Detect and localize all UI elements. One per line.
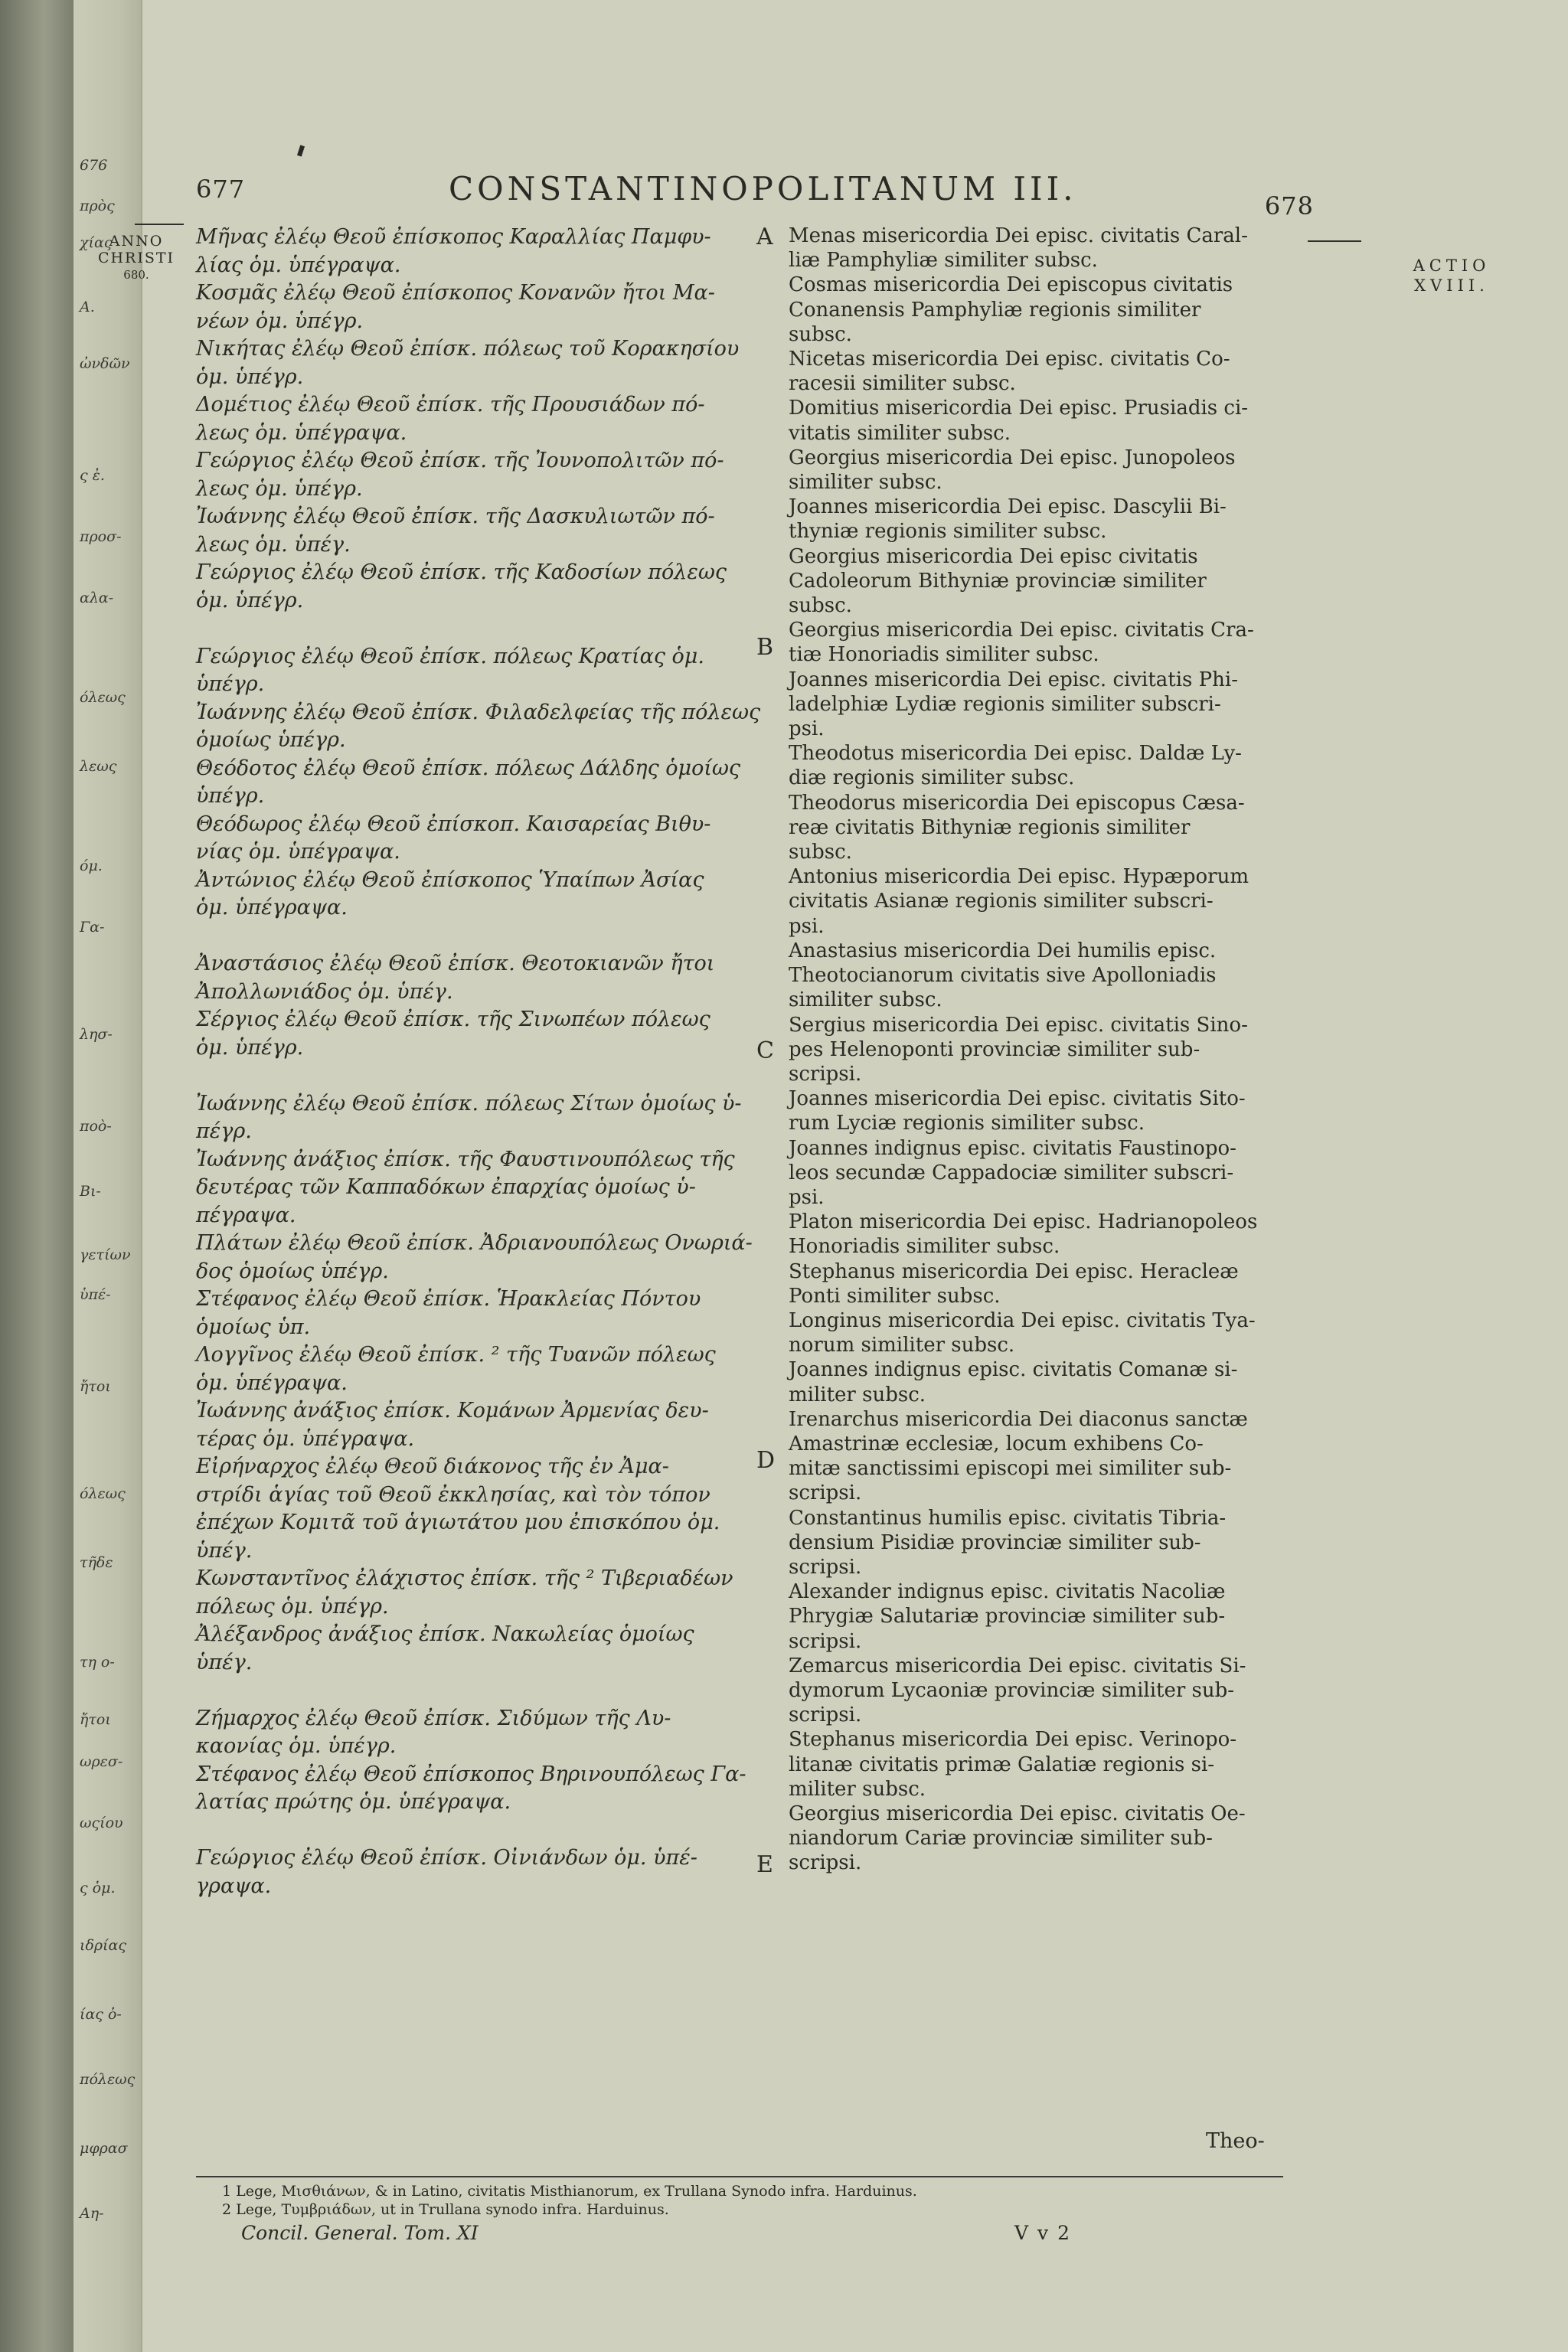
facing-page-fragment: προσ- <box>80 528 122 545</box>
latin-subscription: Joannes indignus episc. civitatis Comanæ si- militer subsc. <box>789 1358 1238 1406</box>
section-letter-b: B <box>756 634 774 661</box>
latin-subscription: Georgius misericordia Dei episc. civitatis Oe- niandorum Cariæ provinciæ similiter sub- scripsi. <box>789 1802 1246 1875</box>
footnotes <box>222 2182 1217 2219</box>
facing-page-edge <box>74 0 142 2352</box>
facing-page-fragment: τη ο- <box>80 1654 115 1671</box>
facing-page-fragment: ς ὁμ. <box>80 1880 116 1896</box>
facing-page-fragment: πόλεως <box>80 2071 136 2088</box>
bottom-line <box>241 2222 1160 2244</box>
margin-rule-left <box>135 224 184 225</box>
volume-label: Concil. General. Tom. XI <box>241 2222 479 2244</box>
anno-label: ANNO <box>109 233 164 250</box>
latin-subscription: Antonius misericordia Dei episc. Hypæporum civitatis Asianæ regionis similiter subscri- psi. <box>789 865 1250 938</box>
greek-subscription: Γεώργιος ἐλέῳ Θεοῦ ἐπίσκ. τῆς Ἰουνοπολιτῶν πό- λεως ὁμ. ὑπέγρ. <box>196 449 724 501</box>
actio-label: ACTIO <box>1413 256 1491 275</box>
greek-subscription: Ἰωάννης ἐλέῳ Θεοῦ ἐπίσκ. Φιλαδελφείας τῆς πόλεως ὁμοίως ὑπέγρ. <box>196 700 761 752</box>
facing-page-fragment: ιδρίας <box>80 1937 126 1954</box>
latin-subscription: Menas misericordia Dei episc. civitatis Caral- liæ Pamphyliæ similiter subsc. <box>789 224 1248 273</box>
facing-page-fragment: λησ- <box>80 1026 113 1043</box>
footnote-rule <box>196 2176 1283 2177</box>
page-title: CONSTANTINOPOLITANUM III. <box>449 170 1077 207</box>
greek-subscription: Κωνσταντῖνος ἐλάχιστος ἐπίσκ. τῆς ² Τιβεριαδέων πόλεως ὁμ. ὑπέγρ. <box>196 1566 733 1619</box>
facing-page-fragment: χίας <box>80 234 113 251</box>
section-letter-a: A <box>756 224 773 250</box>
greek-subscription: Κοσμᾶς ἐλέῳ Θεοῦ ἐπίσκοπος Κονανῶν ἤτοι Μα- νέων ὁμ. ὑπέγρ. <box>196 281 715 333</box>
latin-subscription: Georgius misericordia Dei episc civitatis Cadoleorum Bithyniæ provinciæ similiter subsc. <box>789 544 1207 618</box>
latin-column <box>789 224 1302 1876</box>
page-number-left: 677 <box>196 175 246 204</box>
facing-page-fragment: όμ. <box>80 858 103 874</box>
latin-subscription: Sergius misericordia Dei episc. civitatis Sino- pes Helenoponti provinciæ similiter sub- scripsi. <box>789 1013 1248 1086</box>
latin-subscription: Anastasius misericordia Dei humilis episc. Theotocianorum civitatis sive Apolloniadis similiter subsc. <box>789 939 1217 1012</box>
greek-subscription: Δομέτιος ἐλέῳ Θεοῦ ἐπίσκ. τῆς Προυσιάδων πό- λεως ὁμ. ὑπέγραψα. <box>196 393 705 445</box>
section-letter-d: D <box>756 1447 776 1474</box>
christi-label: CHRISTI <box>97 250 175 266</box>
facing-page-fragment: ἤτοι <box>80 1711 111 1728</box>
facing-page-fragment: μφρασ <box>80 2140 128 2157</box>
actio-marginal-note <box>1398 256 1505 296</box>
facing-page-fragment: λεως <box>80 758 117 775</box>
latin-subscription: Theodorus misericordia Dei episcopus Cæsa- reæ civitatis Bithyniæ regionis similiter subsc. <box>789 791 1245 864</box>
latin-subscription: Nicetas misericordia Dei episc. civitatis Co- racesii similiter subsc. <box>789 348 1230 396</box>
facing-page-fragment: ς ἐ. <box>80 467 105 484</box>
greek-subscription: Ἀλέξανδρος ἀνάξιος ἐπίσκ. Νακωλείας ὁμοίως ὑπέγ. <box>196 1622 694 1674</box>
margin-rule-right <box>1308 240 1361 242</box>
facing-page-fragment: Βι- <box>80 1183 101 1200</box>
greek-subscription: Γεώργιος ἐλέῳ Θεοῦ ἐπίσκ. τῆς Καδοσίων πόλεως ὁμ. ὑπέγρ. <box>196 560 727 612</box>
greek-subscription: Γεώργιος ἐλέῳ Θεοῦ ἐπίσκ. πόλεως Κρατίας ὁμ. ὑπέγρ. <box>196 644 704 696</box>
page-number-right: 678 <box>1264 191 1314 220</box>
facing-page-fragment: ωςίου <box>80 1815 123 1831</box>
latin-subscription: Stephanus misericordia Dei episc. Verinopo- litanæ civitatis primæ Galatiæ regionis si- militer subsc. <box>789 1728 1237 1801</box>
greek-subscription: Σέργιος ἐλέῳ Θεοῦ ἐπίσκ. τῆς Σινωπέων πόλεως ὁμ. ὑπέγρ. <box>196 1008 710 1060</box>
year-label: 680. <box>123 268 149 282</box>
section-letter-c: C <box>756 1037 774 1064</box>
greek-subscription: Ἰωάννης ἀνάξιος ἐπίσκ. τῆς Φαυστινουπόλεως τῆς δευτέρας τῶν Καππαδόκων ἐπαρχίας ὁμοίως ὑ- πέγραψα. <box>196 1147 735 1227</box>
greek-subscription: Θεόδωρος ἐλέῳ Θεοῦ ἐπίσκοπ. Καισαρείας Βιθυ- νίας ὁμ. ὑπέγραψα. <box>196 812 711 864</box>
latin-subscription: Joannes misericordia Dei episc. civitatis Sito- rum Lyciæ regionis similiter subsc. <box>789 1087 1246 1135</box>
latin-subscription: Theodotus misericordia Dei episc. Daldæ Ly- diæ regionis similiter subsc. <box>789 742 1242 790</box>
facing-page-fragment: γετίων <box>80 1246 131 1263</box>
catchword: Theo- <box>1206 2129 1265 2153</box>
facing-page-fragment: ὠνδῶν <box>80 355 130 372</box>
latin-subscription: Georgius misericordia Dei episc. Junopoleos similiter subsc. <box>789 446 1236 495</box>
latin-subscription: Domitius misericordia Dei episc. Prusiadis ci- vitatis similiter subsc. <box>789 397 1249 445</box>
facing-page-fragment: όλεως <box>80 689 126 706</box>
greek-subscription: Ζήμαρχος ἐλέῳ Θεοῦ ἐπίσκ. Σιδύμων τῆς Λυ- καονίας ὁμ. ὑπέγρ. <box>196 1706 671 1758</box>
latin-subscription: Stephanus misericordia Dei episc. Heracleæ Ponti similiter subsc. <box>789 1259 1239 1308</box>
running-head <box>196 170 1314 220</box>
latin-subscription: Platon misericordia Dei episc. Hadrianopoleos Honoriadis similiter subsc. <box>789 1210 1258 1259</box>
facing-page-fragment: A. <box>80 299 95 315</box>
footnote: 2 Lege, Τυμβριάδων, ut in Trullana synodo infra. Harduinus. <box>222 2201 669 2218</box>
facing-page-fragment: ὑπέ- <box>80 1286 111 1303</box>
facing-page-fragment: Αη- <box>80 2205 104 2222</box>
greek-subscription: Ἰωάννης ἐλέῳ Θεοῦ ἐπίσκ. τῆς Δασκυλιωτῶν πό- λεως ὁμ. ὑπέγ. <box>196 505 715 557</box>
greek-subscription: Ἀντώνιος ἐλέῳ Θεοῦ ἐπίσκοπος Ὑπαίπων Ἀσίας ὁμ. ὑπέγραψα. <box>196 867 704 920</box>
latin-subscription: Cosmas misericordia Dei episcopus civitatis Conanensis Pamphyliæ regionis similiter subsc. <box>789 273 1233 346</box>
latin-subscription: Constantinus humilis episc. civitatis Tibria- densium Pisidiæ provinciæ similiter sub- scripsi. <box>789 1506 1227 1579</box>
latin-subscription: Longinus misericordia Dei episc. civitatis Tya- norum similiter subsc. <box>789 1308 1256 1357</box>
footnote: 1 Lege, Μισθιάνων, & in Latino, civitatis Misthianorum, ex Trullana Synodo infra. Harduinus. <box>222 2183 917 2200</box>
greek-subscription: Νικήτας ἐλέῳ Θεοῦ ἐπίσκ. πόλεως τοῦ Κορακησίου ὁμ. ὑπέγρ. <box>196 337 740 389</box>
facing-page-fragment: ἤτοι <box>80 1378 111 1395</box>
latin-subscription: Georgius misericordia Dei episc. civitatis Cra- tiæ Honoriadis similiter subsc. <box>789 619 1254 667</box>
greek-subscription: Θεόδοτος ἐλέῳ Θεοῦ ἐπίσκ. πόλεως Δάλδης ὁμοίως ὑπέγρ. <box>196 756 741 808</box>
year-marginal-note <box>90 233 182 283</box>
facing-page-fragment: πρὸς <box>80 198 115 214</box>
facing-page-fragment: 676 <box>80 157 108 174</box>
signature-mark: V v 2 <box>1014 2222 1071 2244</box>
facing-page-fragment: ωρεσ- <box>80 1753 123 1770</box>
latin-subscription: Zemarcus misericordia Dei episc. civitatis Si- dymorum Lycaoniæ provinciæ similiter sub- scripsi. <box>789 1654 1246 1727</box>
latin-subscription: Joannes misericordia Dei episc. Dascylii Bi- thyniæ regionis similiter subsc. <box>789 495 1227 544</box>
greek-subscription: Στέφανος ἐλέῳ Θεοῦ ἐπίσκοπος Βηρινουπόλεως Γα- λατίας πρώτης ὁμ. ὑπέγραψα. <box>196 1762 746 1814</box>
greek-subscription: Γεώργιος ἐλέῳ Θεοῦ ἐπίσκ. Οἰνιάνδων ὁμ. ὑπέ- γραψα. <box>196 1846 697 1898</box>
greek-subscription: Ἰωάννης ἀνάξιος ἐπίσκ. Κομάνων Ἀρμενίας δευ- τέρας ὁμ. ὑπέγραψα. <box>196 1399 709 1451</box>
section-letter-e: E <box>756 1851 773 1878</box>
greek-subscription: Λογγῖνος ἐλέῳ Θεοῦ ἐπίσκ. ² τῆς Τυανῶν πόλεως ὁμ. ὑπέγραψα. <box>196 1343 716 1395</box>
facing-page-fragment: όλεως <box>80 1485 126 1502</box>
latin-subscription: Joannes indignus episc. civitatis Faustinopo- leos secundæ Cappadociæ similiter subscri- psi. <box>789 1136 1236 1209</box>
facing-page-fragment: τῆδε <box>80 1554 113 1571</box>
latin-subscription: Irenarchus misericordia Dei diaconus sanctæ Amastrinæ ecclesiæ, locum exhibens Co- mitæ sanctissimi episcopi mei similiter sub- scripsi. <box>789 1407 1248 1505</box>
background-strip <box>0 0 74 2352</box>
facing-page-fragment: ποὸ- <box>80 1118 112 1135</box>
greek-subscription: Στέφανος ἐλέῳ Θεοῦ ἐπίσκ. Ἡρακλείας Πόντου ὁμοίως ὑπ. <box>196 1287 701 1339</box>
greek-subscription: Εἰρήναρχος ἐλέῳ Θεοῦ διάκονος τῆς ἐν Ἀμα- στρίδι ἁγίας τοῦ Θεοῦ ἐκκλησίας, καὶ τὸν τόπον ἐπέχων Κομιτᾶ τοῦ ἁγιωτάτου μου ἐπισκόπου ὁμ. ὑπέγ. <box>196 1455 720 1563</box>
facing-page-fragment: Γα- <box>80 919 105 936</box>
latin-subscription: Alexander indignus episc. civitatis Nacoliæ Phrygiæ Salutariæ provinciæ similiter sub- scripsi. <box>789 1580 1226 1653</box>
latin-subscription: Joannes misericordia Dei episc. civitatis Phi- ladelphiæ Lydiæ regionis similiter subscri- psi. <box>789 668 1239 741</box>
facing-page-fragment: αλα- <box>80 590 114 606</box>
greek-subscription: Μῆνας ἐλέῳ Θεοῦ ἐπίσκοπος Καραλλίας Παμφυ- λίας ὁμ. ὑπέγραψα. <box>196 225 711 277</box>
greek-subscription: Ἰωάννης ἐλέῳ Θεοῦ ἐπίσκ. πόλεως Σίτων ὁμοίως ὑ- πέγρ. <box>196 1091 742 1143</box>
actio-number: XVIII. <box>1414 276 1489 295</box>
greek-subscription: Πλάτων ἐλέῳ Θεοῦ ἐπίσκ. Ἀδριανουπόλεως Ονωριά- δος ὁμοίως ὑπέγρ. <box>196 1231 753 1283</box>
greek-subscription: Ἀναστάσιος ἐλέῳ Θεοῦ ἐπίσκ. Θεοτοκιανῶν ἤτοι Ἀπολλωνιάδος ὁμ. ὑπέγ. <box>196 952 715 1004</box>
facing-page-fragment: ίας ὁ- <box>80 2006 122 2023</box>
greek-column <box>196 224 778 1900</box>
